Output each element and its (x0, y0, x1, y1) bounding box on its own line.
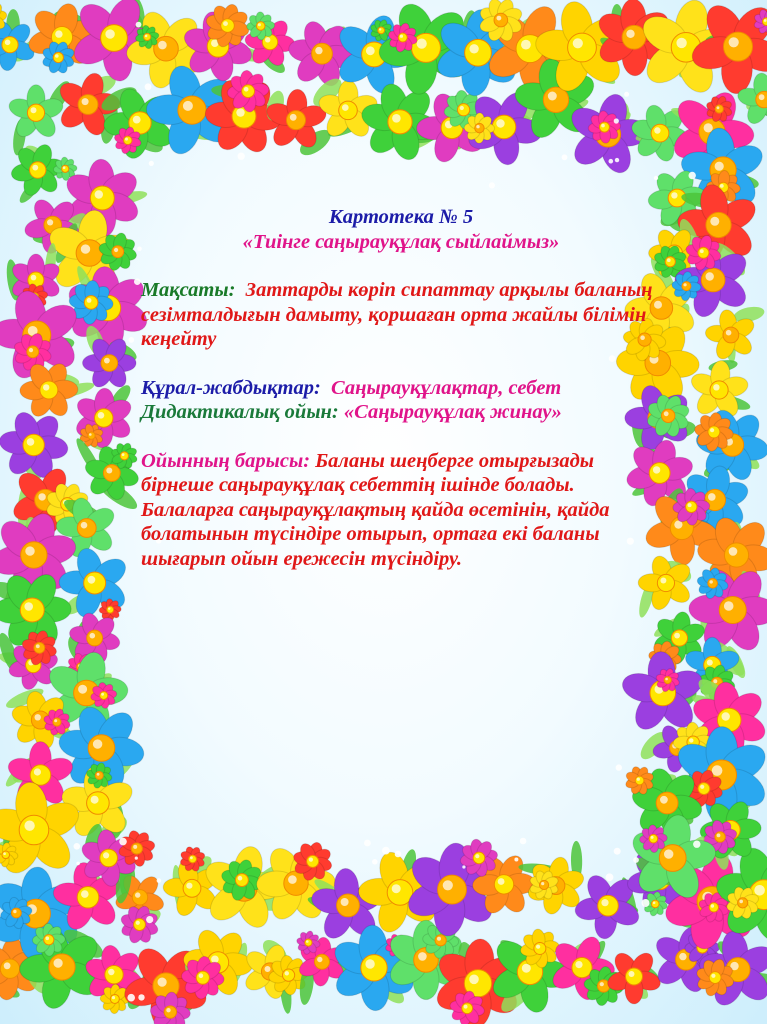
sparkle-shape (372, 859, 378, 865)
card-title: Картотека № 5 (328, 206, 474, 228)
sparkle-shape (689, 172, 696, 179)
sparkle-shape (135, 857, 138, 860)
sparkle-shape (74, 843, 81, 850)
sparkle-shape (609, 159, 614, 164)
sparkle-shape (606, 873, 614, 881)
sparkle-shape (146, 916, 153, 923)
card-content (141, 205, 661, 571)
game-line (141, 400, 661, 425)
sparkle-shape (520, 838, 527, 845)
sparkle-shape (633, 857, 639, 863)
sparkle-shape (138, 994, 144, 1000)
sparkle-shape (127, 994, 135, 1002)
flower-icon (246, 12, 274, 41)
sparkle-shape (614, 848, 621, 855)
sparkle-shape (615, 158, 619, 162)
sparkle-shape (462, 865, 465, 868)
game-text: «Саңырауқұлақ жинау» (343, 401, 562, 423)
sparkle-shape (136, 22, 142, 28)
tools-line (141, 376, 661, 401)
sparkle-shape (489, 182, 495, 188)
goal-paragraph (141, 278, 661, 352)
sparkle-shape (562, 154, 568, 160)
tools-text: Саңырауқұлақтар, себет (331, 376, 562, 399)
flower-icon (464, 113, 495, 144)
game-label: Дидактикалық ойын: (141, 401, 339, 423)
sparkle-shape (654, 176, 658, 180)
flower-icon (32, 923, 65, 956)
tools-label: Құрал-жабдықтар: (141, 376, 321, 399)
card-subtitle: «Тиінге саңырауқұлақ сыйлаймыз» (242, 230, 560, 253)
sparkle-shape (514, 858, 518, 862)
flower-icon (673, 488, 710, 525)
sparkle-shape (76, 862, 80, 866)
sparkle-shape (614, 118, 619, 123)
sparkle-shape (382, 847, 390, 855)
process-label: Ойынның барысы: (141, 449, 311, 472)
process-text: Баланы шеңберге отырғызады бірнеше саңырауқұлақ себеттің ішінде болады. Балаларға саңырауқұлақтың қайда өсетінін, қайда болатынын түсіндіре отырып, ортаға екі баланы шығарып ойын ережесін түсіндіру. (141, 449, 610, 570)
flower-icon (100, 984, 130, 1014)
sparkle-shape (395, 851, 402, 858)
goal-label: Мақсаты: (141, 279, 236, 301)
sparkle-shape (616, 764, 622, 770)
sparkle-shape (238, 153, 245, 160)
goal-text: Заттарды көріп сипаттау арқылы баланың сезімталдығын дамыту, қоршаған орта жайлы білімін кеңейту (141, 279, 653, 350)
sparkle-shape (693, 841, 700, 848)
sparkle-shape (624, 92, 629, 97)
sparkle-shape (157, 878, 162, 883)
sparkle-shape (149, 161, 154, 166)
sparkle-shape (364, 840, 371, 847)
sparkle-shape (642, 899, 650, 907)
sparkle-shape (128, 337, 134, 343)
flower-icon (639, 825, 667, 853)
sparkle-shape (119, 838, 127, 846)
flower-icon (99, 598, 121, 620)
sparkle-shape (134, 278, 141, 285)
process-paragraph (141, 449, 661, 572)
sparkle-shape (145, 83, 152, 90)
